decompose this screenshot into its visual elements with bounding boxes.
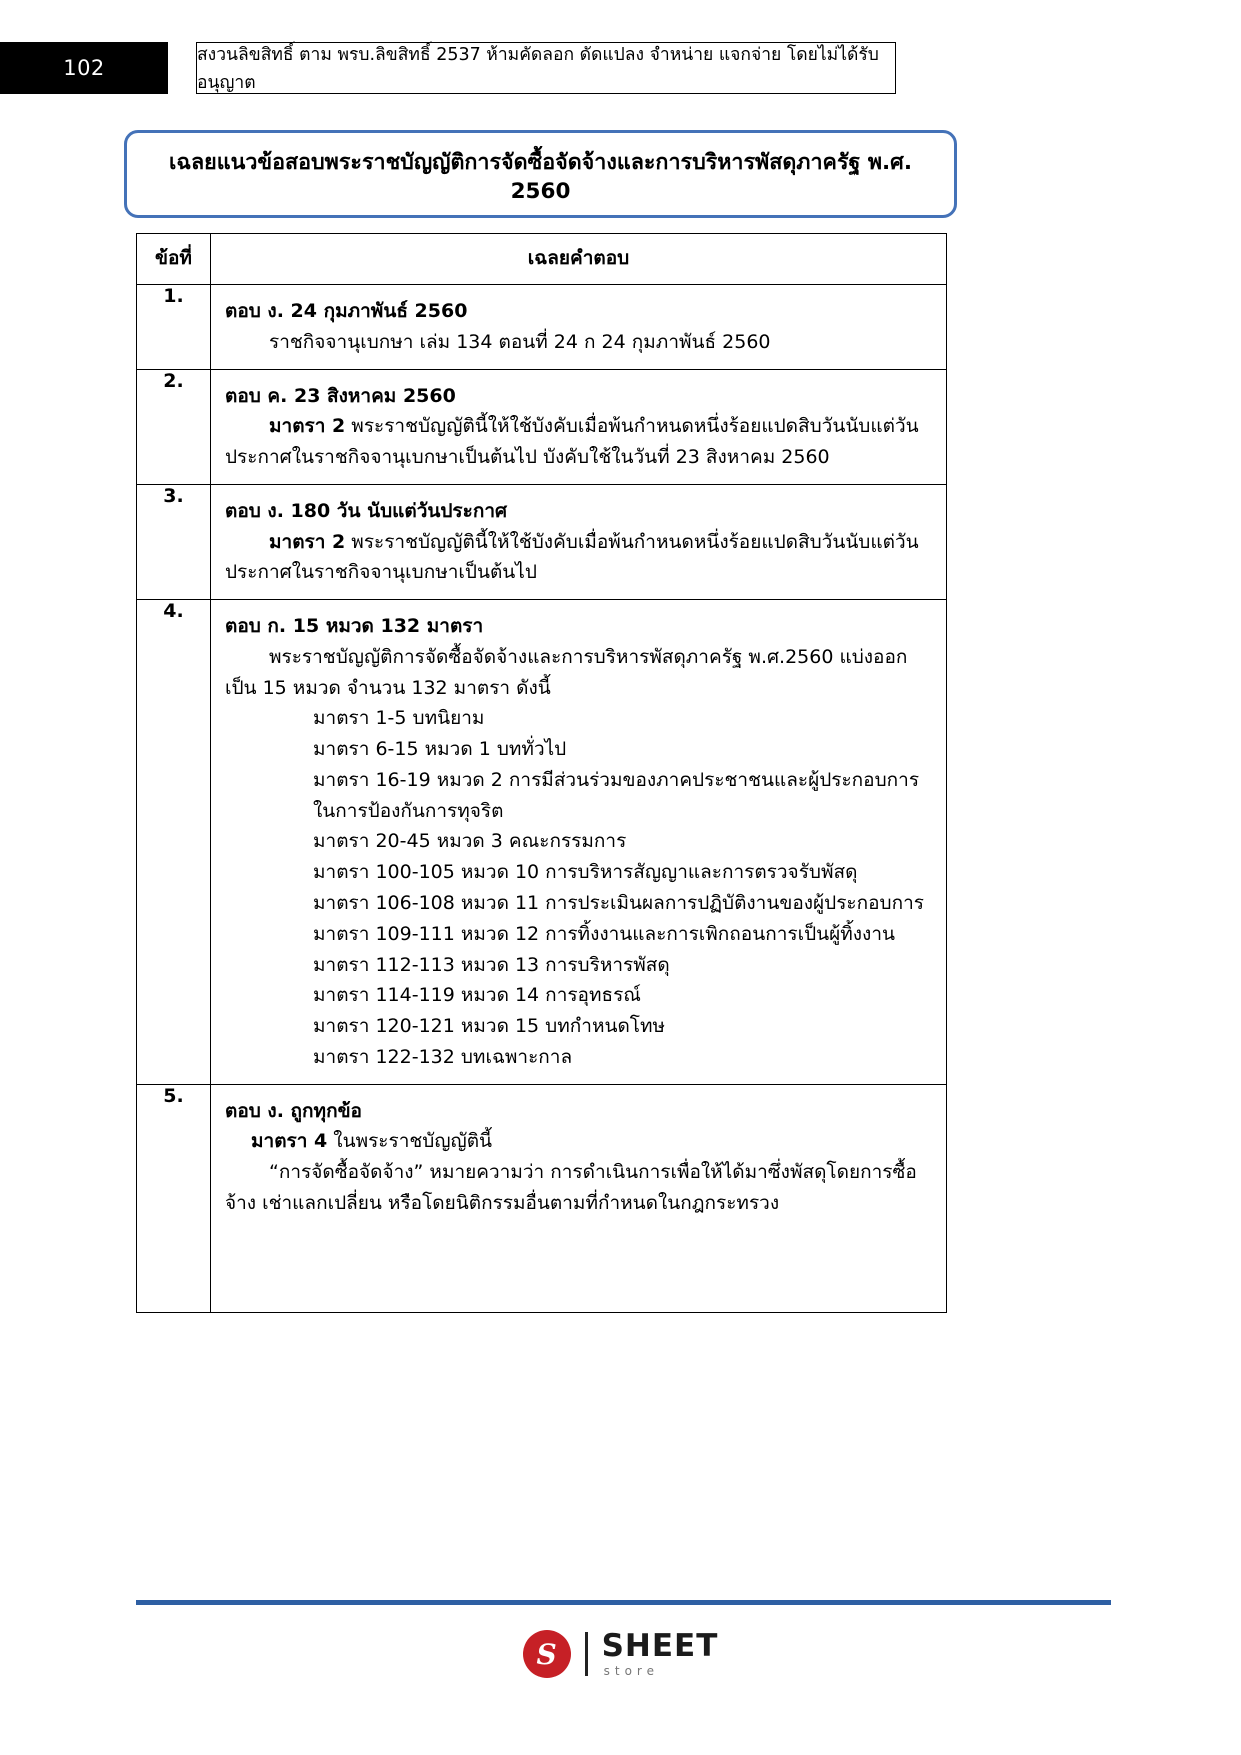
- list-item: มาตรา 122-132 บทเฉพาะกาล: [313, 1045, 573, 1068]
- answer-line: ตอบ ง. 24 กุมภาพันธ์ 2560: [225, 300, 468, 322]
- row-answer: [211, 285, 947, 370]
- logo-name: SHEET: [601, 1628, 719, 1664]
- table-row: [137, 285, 947, 370]
- row-answer: [211, 600, 947, 1084]
- answer-line: ตอบ ง. 180 วัน นับแต่วันประกาศ: [225, 499, 508, 522]
- page-number-badge: [0, 42, 168, 94]
- section-label: มาตรา 2: [269, 530, 346, 553]
- table-header-row: [137, 234, 947, 285]
- answers-table: [136, 233, 947, 1313]
- list-item: มาตรา 6-15 หมวด 1 บททั่วไป: [313, 738, 567, 761]
- copyright-text: สงวนลิขสิทธิ์ ตาม พรบ.ลิขสิทธิ์ 2537 ห้ามคัดลอก ดัดแปลง จำหน่าย แจกจ่าย โดยไม่ได้รับอนุญาต: [197, 45, 879, 93]
- sheet-store-logo-icon: [523, 1630, 571, 1678]
- answer-line: ตอบ ง. ถูกทุกข้อ: [225, 1099, 362, 1122]
- copyright-box: [196, 42, 896, 94]
- list-item: มาตรา 112-113 หมวด 13 การบริหารพัสดุ: [313, 953, 670, 976]
- answer-detail: พระราชบัญญัตินี้ให้ใช้บังคับเมื่อพ้นกำหนดหนึ่งร้อยแปดสิบวันนับแต่วันประกาศในราชกิจจานุเบกษาเป็นต้นไป: [225, 530, 919, 584]
- logo-subtitle: store: [603, 1664, 659, 1678]
- footer-divider: [136, 1600, 1111, 1605]
- row-answer: [211, 484, 947, 599]
- column-header-no: ข้อที่: [137, 234, 211, 285]
- list-item: มาตรา 106-108 หมวด 11 การประเมินผลการปฏิบัติงานของผู้ประกอบการ: [313, 892, 924, 915]
- row-number: 4.: [137, 600, 211, 1084]
- list-item: มาตรา 1-5 บทนิยาม: [313, 707, 485, 730]
- logo-mark-letter: S: [536, 1637, 557, 1671]
- section-label: มาตรา 2: [269, 415, 346, 438]
- logo-divider: [585, 1632, 588, 1676]
- list-item: มาตรา 20-45 หมวด 3 คณะกรรมการ: [313, 830, 627, 853]
- answer-line: ตอบ ค. 23 สิงหาคม 2560: [225, 384, 456, 407]
- list-item: มาตรา 100-105 หมวด 10 การบริหารสัญญาและการตรวจรับพัสดุ: [313, 861, 858, 884]
- page-number: 102: [63, 56, 105, 80]
- row-number: 2.: [137, 369, 211, 484]
- row-number: 5.: [137, 1084, 211, 1312]
- list-item: มาตรา 16-19 หมวด 2 การมีส่วนร่วมของภาคประชาชนและผู้ประกอบการในการป้องกันการทุจริต: [313, 768, 920, 822]
- footer-logo: [0, 1630, 1241, 1678]
- row-number: 1.: [137, 285, 211, 370]
- answer-detail: พระราชบัญญัตินี้ให้ใช้บังคับเมื่อพ้นกำหนดหนึ่งร้อยแปดสิบวันนับแต่วันประกาศในราชกิจจานุเบกษาเป็นต้นไป บังคับใช้ในวันที่ 23 สิงหาคม 2560: [225, 415, 919, 469]
- page-title-banner: [124, 130, 957, 218]
- table-row: [137, 600, 947, 1084]
- answer-detail: ราชกิจจานุเบกษา เล่ม 134 ตอนที่ 24 ก 24 กุมภาพันธ์ 2560: [269, 330, 771, 353]
- answer-line: ตอบ ก. 15 หมวด 132 มาตรา: [225, 615, 484, 638]
- table-row: [137, 1084, 947, 1312]
- answer-detail: พระราชบัญญัติการจัดซื้อจัดจ้างและการบริหารพัสดุภาครัฐ พ.ศ.2560 แบ่งออกเป็น 15 หมวด จำนวน 132 มาตรา ดังนี้: [225, 645, 908, 699]
- row-answer: [211, 1084, 947, 1312]
- row-number: 3.: [137, 484, 211, 599]
- list-item: มาตรา 114-119 หมวด 14 การอุทธรณ์: [313, 984, 641, 1007]
- list-item: มาตรา 109-111 หมวด 12 การทิ้งงานและการเพิกถอนการเป็นผู้ทิ้งงาน: [313, 922, 895, 945]
- page-title: เฉลยแนวข้อสอบพระราชบัญญัติการจัดซื้อจัดจ้างและการบริหารพัสดุภาครัฐ พ.ศ. 2560: [169, 149, 912, 204]
- answer-detail: “การจัดซื้อจัดจ้าง” หมายความว่า การดำเนินการเพื่อให้ได้มาซึ่งพัสดุโดยการซื้อ จ้าง เช่าแลกเปลี่ยน หรือโดยนิติกรรมอื่นตามที่กำหนดในกฎกระทรวง: [225, 1161, 917, 1214]
- section-label-rest: ในพระราชบัญญัตินี้: [333, 1130, 493, 1153]
- column-header-answer: เฉลยคำตอบ: [211, 234, 947, 285]
- section-label: มาตรา 4: [251, 1130, 328, 1153]
- page-header: [0, 42, 1241, 94]
- table-row: [137, 369, 947, 484]
- table-row: [137, 484, 947, 599]
- logo-wordmark: [601, 1628, 719, 1678]
- row-answer: [211, 369, 947, 484]
- list-item: มาตรา 120-121 หมวด 15 บทกำหนดโทษ: [313, 1015, 666, 1038]
